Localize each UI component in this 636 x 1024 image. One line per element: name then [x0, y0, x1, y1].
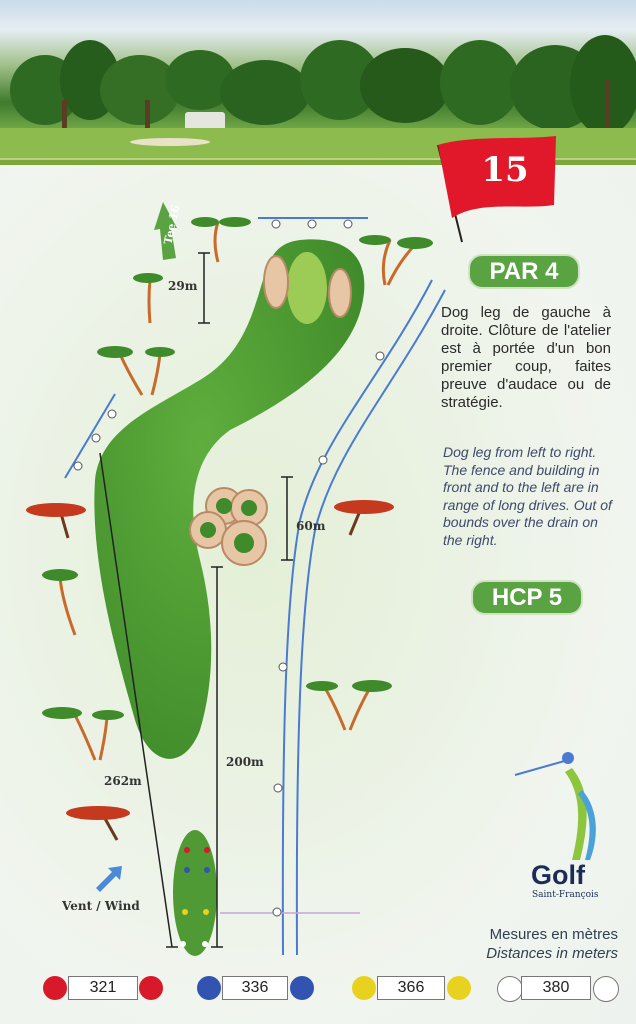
measure-note	[486, 925, 618, 963]
tee-box	[173, 830, 217, 956]
tee-blue-dot-left	[197, 976, 221, 1000]
tee-white-dot-right	[593, 976, 619, 1002]
distance-60: 60m	[296, 519, 326, 533]
tee-white-distance: 380	[521, 976, 591, 1000]
golf-logo-sub: Saint-François	[532, 890, 599, 900]
tee-red-dot-right	[139, 976, 163, 1000]
tee-red-dot-left	[43, 976, 67, 1000]
hole-number: 15	[481, 150, 529, 190]
measure-en: Distances in meters	[486, 945, 618, 962]
distance-200: 200m	[226, 755, 264, 769]
description-english: Dog leg from left to right. The fence and building in front and to the left are in range of long drives. Out of bounds over the drain on the right.	[443, 444, 612, 548]
tee-white-dot-left	[497, 976, 523, 1002]
hcp-badge: HCP 5	[471, 580, 583, 615]
green	[287, 252, 327, 324]
bunker-left	[264, 256, 288, 308]
tee-blue-distance: 336	[222, 976, 288, 1000]
distance-29: 29m	[168, 279, 198, 293]
drain-inner	[297, 290, 445, 955]
measure-fr: Mesures en mètres	[489, 926, 618, 943]
par-badge: PAR 4	[468, 254, 580, 289]
tee-yellow-dot-right	[447, 976, 471, 1000]
tee-red-distance: 321	[68, 976, 138, 1000]
tee-16-label: Tee 16	[161, 203, 183, 246]
tee-yellow-dot-left	[352, 976, 376, 1000]
golf-logo-word: Golf	[531, 860, 585, 890]
wind-label: Vent / Wind	[62, 899, 140, 913]
tee-yellow-distance: 366	[377, 976, 445, 1000]
golfer-logo-icon	[515, 752, 596, 860]
fairway-bunkers	[190, 488, 267, 565]
tee-blue-dot-right	[290, 976, 314, 1000]
wind-arrow	[96, 866, 122, 892]
bunker-right	[329, 269, 351, 317]
distance-262: 262m	[104, 774, 142, 788]
description-french: Dog leg de gauche à droite. Clôture de l'atelier est à portée d'un bon premier coup, faites preuve d'audace ou de stratégie.	[441, 304, 611, 411]
